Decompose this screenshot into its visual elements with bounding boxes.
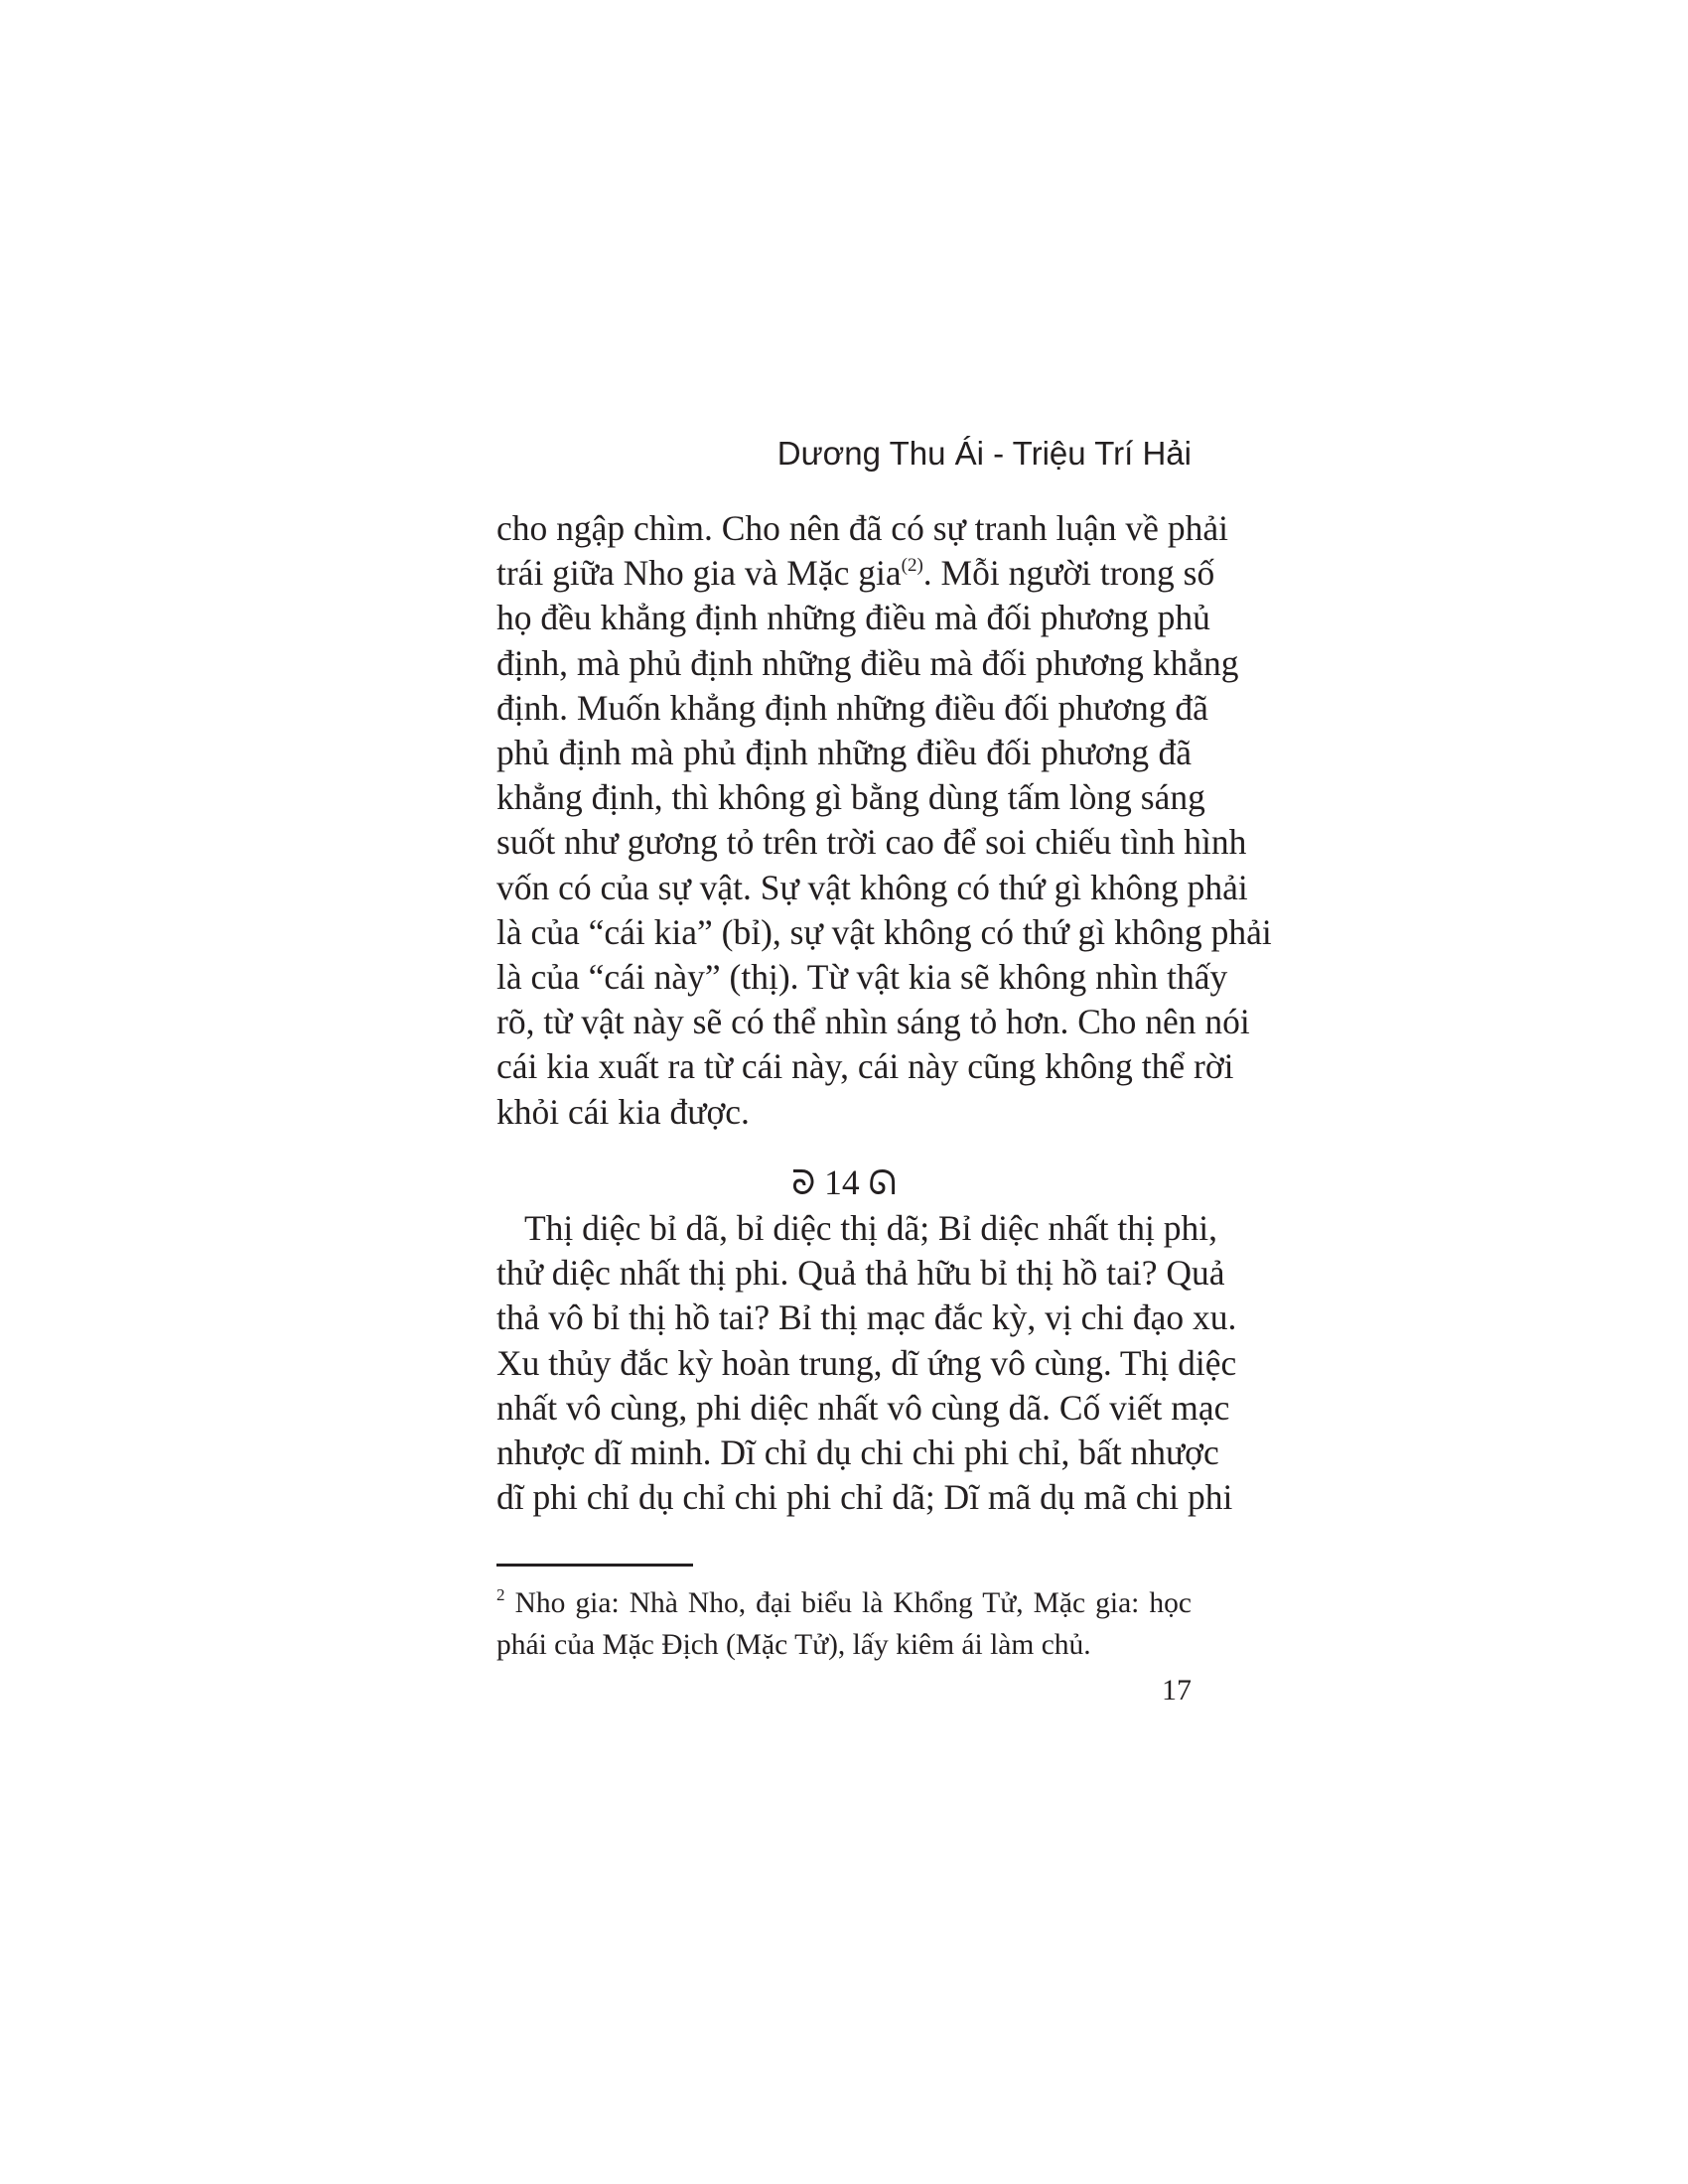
body-paragraph-2: [496, 1206, 1237, 1520]
text-line: phủ định mà phủ định những điều đối phương đã: [496, 733, 1192, 773]
section-number: 14: [824, 1162, 860, 1202]
body-paragraph-1: [496, 506, 1272, 1135]
footnote-line: phái của Mặc Địch (Mặc Tử), lấy kiêm ái làm chủ.: [496, 1629, 1091, 1661]
text-line: nhất vô cùng, phi diệc nhất vô cùng dã. Cố viết mạc: [496, 1387, 1230, 1428]
ornament-left-icon: ᘐ: [791, 1165, 816, 1202]
footnote-divider: [496, 1564, 693, 1567]
footnote-text: Nho gia: Nhà Nho, đại biểu là Khổng Tử, Mặc gia: học: [514, 1587, 1193, 1619]
text-line: Xu thủy đắc kỳ hoàn trung, dĩ ứng vô cùng. Thị diệc: [496, 1342, 1237, 1383]
footnote-line: [496, 1582, 1192, 1624]
text-line: khỏi cái kia được.: [496, 1091, 750, 1132]
running-header: Dương Thu Ái - Triệu Trí Hải: [776, 435, 1192, 472]
section-number-heading: [496, 1161, 1192, 1205]
text-line: thử diệc nhất thị phi. Quả thả hữu bỉ thị hồ tai? Quả: [496, 1253, 1225, 1294]
ornament-right-icon: ᘏ: [868, 1165, 897, 1202]
text-line: vốn có của sự vật. Sự vật không có thứ gì không phải: [496, 867, 1248, 907]
text-line: định, mà phủ định những điều mà đối phương khẳng: [496, 642, 1239, 683]
text-line: là của “cái kia” (bỉ), sự vật không có thứ gì không phải: [496, 911, 1272, 952]
text-line: nhược dĩ minh. Dĩ chỉ dụ chi chi phi chỉ, bất nhược: [496, 1433, 1219, 1473]
text-line: rõ, từ vật này sẽ có thể nhìn sáng tỏ hơn. Cho nên nói: [496, 1002, 1250, 1042]
text-segment: . Mỗi người trong số: [922, 553, 1215, 594]
text-line: Thị diệc bỉ dã, bỉ diệc thị dã; Bỉ diệc nhất thị phi,: [524, 1208, 1218, 1248]
text-line: cho ngập chìm. Cho nên đã có sự tranh luận về phải: [496, 508, 1228, 548]
text-line: cái kia xuất ra từ cái này, cái này cũng không thể rời: [496, 1046, 1234, 1087]
text-line: dĩ phi chỉ dụ chỉ chi phi chỉ dã; Dĩ mã dụ mã chi phi: [496, 1477, 1233, 1518]
footnote-marker: 2: [496, 1585, 505, 1604]
text-segment: trái giữa Nho gia và Mặc gia: [496, 553, 902, 594]
text-line-with-footnote-ref: [496, 551, 1215, 596]
text-line: họ đều khẳng định những điều mà đối phương phủ: [496, 598, 1210, 638]
text-line: là của “cái này” (thị). Từ vật kia sẽ không nhìn thấy: [496, 957, 1228, 998]
footnote-reference: (2): [901, 555, 923, 577]
text-line: khẳng định, thì không gì bằng dùng tấm lòng sáng: [496, 777, 1205, 818]
footnote: [496, 1582, 1192, 1666]
text-line: suốt như gương tỏ trên trời cao để soi chiếu tình hình: [496, 822, 1247, 863]
text-line: định. Muốn khẳng định những điều đối phương đã: [496, 687, 1208, 728]
text-line: thả vô bỉ thị hồ tai? Bỉ thị mạc đắc kỳ, vị chi đạo xu.: [496, 1297, 1237, 1338]
page-number: 17: [1162, 1674, 1192, 1706]
